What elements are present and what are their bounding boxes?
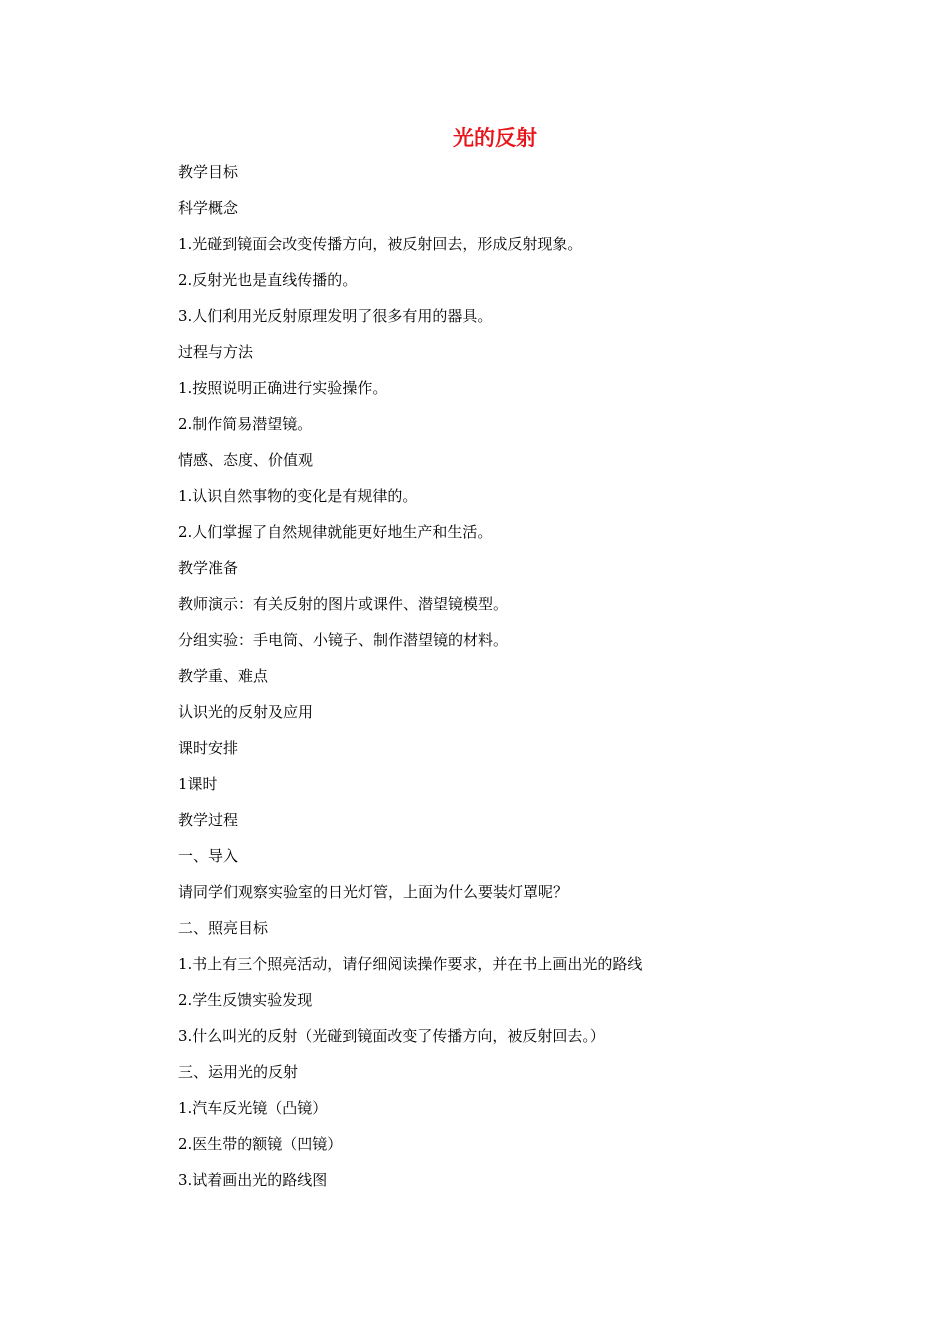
paragraph-line: 2.人们掌握了自然规律就能更好地生产和生活。	[178, 523, 493, 541]
subheading-attitudes-values: 情感、态度、价值观	[178, 451, 314, 469]
paragraph-line: 2.制作简易潜望镜。	[178, 415, 313, 433]
paragraph-line: 1.光碰到镜面会改变传播方向，被反射回去，形成反射现象。	[178, 235, 583, 253]
paragraph-line: 3.试着画出光的路线图	[178, 1171, 328, 1189]
page-title: 光的反射	[453, 126, 537, 150]
section-heading-key-points: 教学重、难点	[178, 667, 269, 685]
paragraph-line: 认识光的反射及应用	[178, 703, 314, 721]
section-heading-preparation: 教学准备	[178, 559, 239, 577]
subheading-process-methods: 过程与方法	[178, 343, 254, 361]
section-heading-schedule: 课时安排	[178, 739, 239, 757]
paragraph-line: 3.什么叫光的反射（光碰到镜面改变了传播方向，被反射回去。）	[178, 1027, 605, 1045]
paragraph-line: 1.按照说明正确进行实验操作。	[178, 379, 388, 397]
paragraph-line: 1课时	[178, 775, 218, 793]
paragraph-line: 请同学们观察实验室的日光灯管，上面为什么要装灯罩呢？	[178, 883, 569, 901]
subheading-illuminate-target: 二、照亮目标	[178, 919, 269, 937]
paragraph-line: 分组实验：手电筒、小镜子、制作潜望镜的材料。	[178, 631, 509, 649]
paragraph-line: 教师演示：有关反射的图片或课件、潜望镜模型。	[178, 595, 509, 613]
paragraph-line: 2.反射光也是直线传播的。	[178, 271, 358, 289]
paragraph-line: 1.汽车反光镜（凸镜）	[178, 1099, 328, 1117]
subheading-apply-reflection: 三、运用光的反射	[178, 1063, 299, 1081]
section-heading-teaching-goals: 教学目标	[178, 163, 239, 181]
paragraph-line: 3.人们利用光反射原理发明了很多有用的器具。	[178, 307, 493, 325]
document-body	[178, 160, 878, 1204]
paragraph-line: 1.书上有三个照亮活动，请仔细阅读操作要求，并在书上画出光的路线	[178, 955, 643, 973]
paragraph-line: 2.学生反馈实验发现	[178, 991, 313, 1009]
subheading-introduction: 一、导入	[178, 847, 239, 865]
paragraph-line: 1.认识自然事物的变化是有规律的。	[178, 487, 418, 505]
subheading-science-concepts: 科学概念	[178, 199, 239, 217]
paragraph-line: 2.医生带的额镜（凹镜）	[178, 1135, 343, 1153]
section-heading-teaching-process: 教学过程	[178, 811, 239, 829]
